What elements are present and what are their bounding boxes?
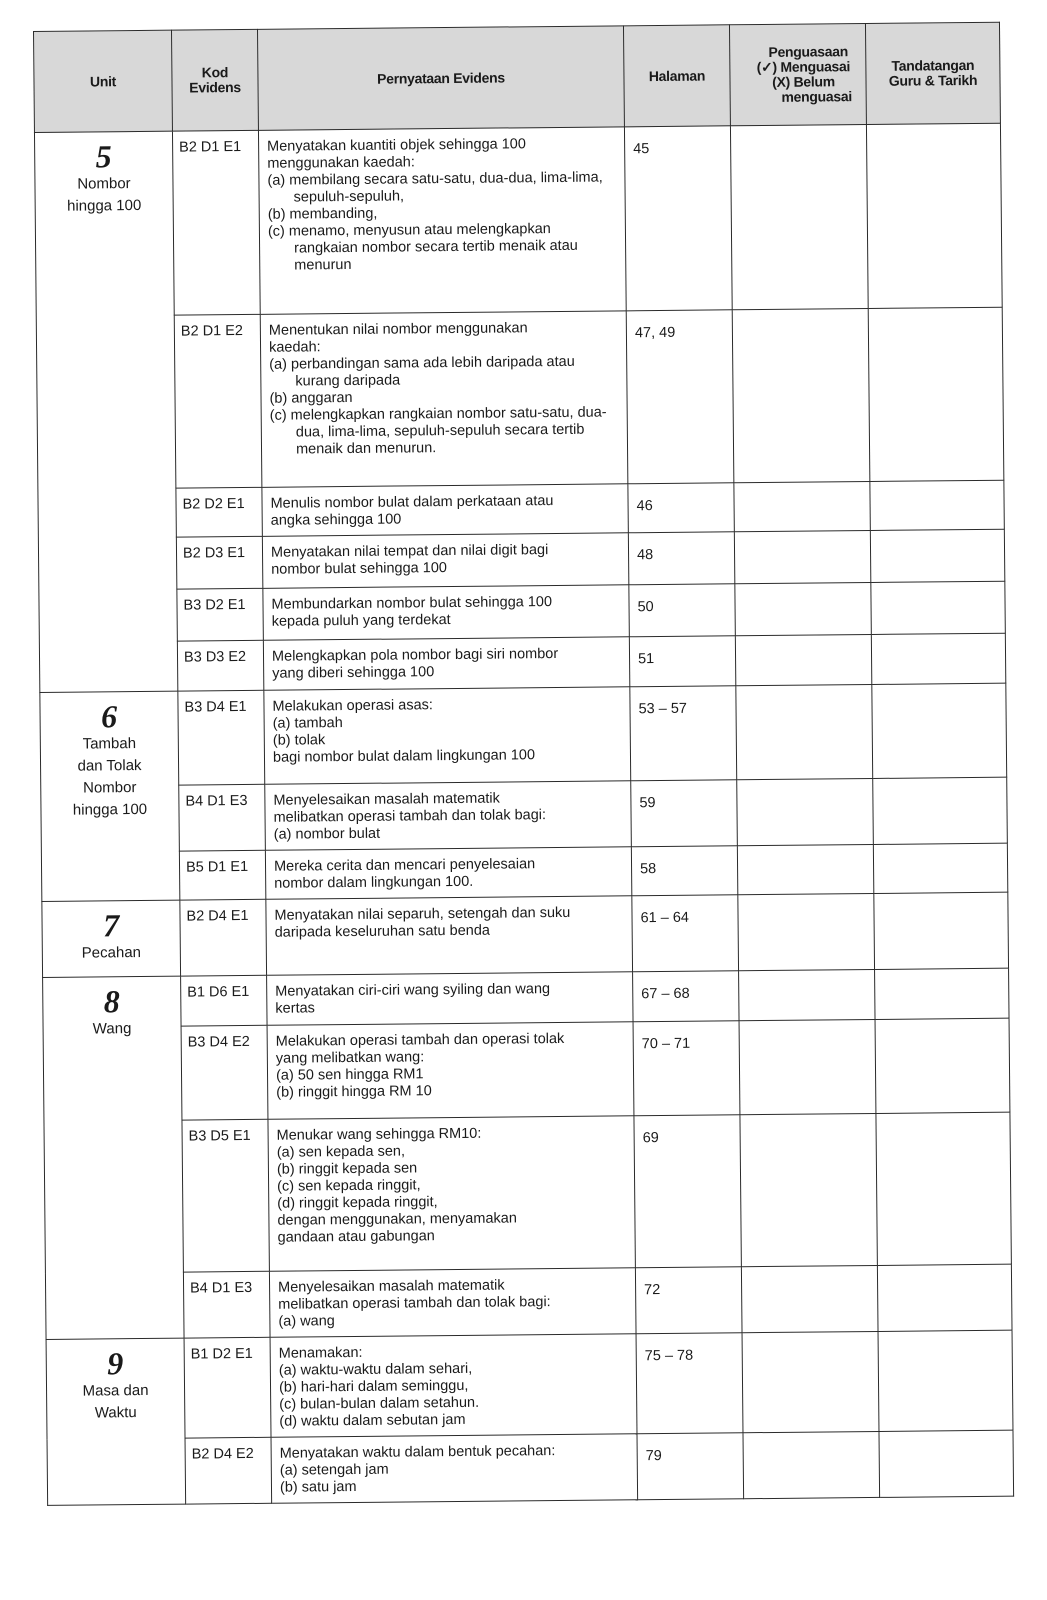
kod-evidens-cell: B2 D3 E1 (176, 536, 262, 589)
unit-name-line: hingga 100 (72, 800, 148, 819)
tandatangan-cell[interactable] (870, 529, 1004, 582)
pernyataan-item: (a) membilang secara satu-satu, dua-dua, lima-lima, sepuluh-sepuluh, (267, 169, 603, 206)
unit-name-line: Masa dan (82, 1381, 149, 1400)
unit-name-line: Waktu (94, 1404, 137, 1422)
header-tandatangan: Tandatangan Guru & Tarikh (865, 22, 1000, 124)
header-pernyataan-evidens: Pernyataan Evidens (257, 26, 624, 131)
kod-evidens-cell: B4 D1 E3 (179, 784, 266, 851)
kod-evidens-cell: B3 D3 E2 (177, 640, 263, 691)
pernyataan-cell (269, 1268, 636, 1338)
header-penguasaan: Penguasaan (✓) Menguasai (X) Belum menguasai (729, 24, 866, 126)
pernyataan-line: menggunakan kaedah: (267, 154, 415, 172)
tandatangan-cell[interactable] (872, 683, 1007, 778)
pernyataan-cell (268, 1116, 635, 1272)
pernyataan-cell (260, 311, 628, 488)
table-body (34, 123, 1013, 1505)
penguasaan-cell[interactable] (742, 1331, 879, 1432)
pernyataan-item: (c) bulan-bulan dalam setahun. (279, 1394, 480, 1413)
tandatangan-cell[interactable] (875, 1018, 1010, 1113)
penguasaan-cell[interactable] (737, 778, 874, 845)
pernyataan-cell (258, 127, 626, 315)
pernyataan-cell (264, 687, 631, 785)
evidence-table (33, 22, 1014, 1506)
table-row (43, 968, 1009, 1027)
tandatangan-cell[interactable] (871, 581, 1005, 634)
unit-number: 9 (107, 1345, 124, 1382)
penguasaan-cell[interactable] (732, 308, 870, 482)
table-row (45, 1264, 1012, 1339)
halaman-cell: 70 – 71 (633, 1021, 740, 1116)
penguasaan-cell[interactable] (734, 530, 870, 583)
pernyataan-cell (262, 484, 628, 537)
pernyataan-cell (266, 896, 633, 976)
pernyataan-line: Menamakan: (278, 1344, 363, 1362)
table-row (41, 777, 1008, 852)
tandatangan-cell[interactable] (876, 1112, 1011, 1265)
pernyataan-line: yang diberi sehingga 100 (272, 664, 435, 682)
table-row (46, 1330, 1013, 1439)
pernyataan-cell (262, 533, 628, 589)
pernyataan-line: Mereka cerita dan mencari penyelesaian (273, 856, 536, 875)
pernyataan-item: (a) perbandingan sama ada lebih daripada atau kurang daripada (269, 353, 575, 390)
pernyataan-cell (265, 781, 632, 851)
penguasaan-cell[interactable] (741, 1265, 878, 1332)
pernyataan-line: kertas (275, 1000, 315, 1017)
halaman-cell: 61 – 64 (632, 895, 739, 972)
unit-name-line: Nombor (77, 175, 131, 193)
halaman-cell: 58 (631, 846, 737, 896)
table-row (44, 1112, 1011, 1273)
penguasaan-cell[interactable] (738, 893, 875, 970)
table-row (43, 1018, 1010, 1121)
tandatangan-cell[interactable] (878, 1330, 1013, 1431)
unit-name-line: dan Tolak (77, 756, 142, 775)
kod-evidens-cell: B2 D2 E1 (176, 487, 262, 537)
pernyataan-item: (b) hari-hari dalam seminggu, (278, 1377, 469, 1396)
unit-cell (34, 131, 177, 692)
pernyataan-line: kaedah: (268, 339, 321, 356)
pernyataan-line: Menyelesaikan masalah matematik (277, 1277, 505, 1296)
unit-name-line: Pecahan (81, 944, 142, 962)
table-row (42, 892, 1009, 977)
penguasaan-cell[interactable] (740, 1113, 877, 1266)
table-row (47, 1430, 1014, 1505)
pernyataan-item: (a) 50 sen hingga RM1 (275, 1066, 424, 1084)
pernyataan-item: (c) melengkapkan rangkaian nombor satu-satu, dua-dua, lima-lima, sepuluh-sepuluh secara tertib menaik dan menurun. (269, 404, 607, 458)
kod-evidens-cell: B3 D2 E1 (177, 588, 263, 641)
pernyataan-item: (a) setengah jam (279, 1461, 389, 1479)
pernyataan-line: melibatkan operasi tambah dan tolak bagi: (273, 807, 547, 826)
table-row (34, 123, 1002, 316)
tandatangan-cell[interactable] (875, 968, 1009, 1019)
tandatangan-cell[interactable] (879, 1430, 1014, 1497)
halaman-cell: 50 (629, 584, 735, 637)
pernyataan-item: (d) ringgit kepada ringgit, (277, 1194, 438, 1212)
pernyataan-cell (267, 972, 633, 1026)
unit-name-line: Nombor (83, 779, 137, 797)
penguasaan-cell[interactable] (739, 1019, 876, 1114)
unit-number: 8 (103, 983, 120, 1020)
kod-evidens-cell: B2 D1 E2 (174, 314, 262, 488)
pernyataan-cell (270, 1334, 637, 1438)
kod-evidens-cell: B5 D1 E1 (179, 850, 265, 900)
pernyataan-line: gandaan atau gabungan (277, 1228, 435, 1246)
pernyataan-item: (b) membanding, (267, 205, 378, 223)
halaman-cell: 46 (628, 483, 734, 533)
pernyataan-line: nombor bulat sehingga 100 (271, 560, 448, 578)
tandatangan-cell[interactable] (868, 307, 1004, 481)
pernyataan-line: Menyatakan waktu dalam bentuk pecahan: (279, 1443, 556, 1462)
penguasaan-cell[interactable] (730, 125, 868, 310)
unit-cell (40, 691, 180, 901)
table-row (39, 581, 1005, 642)
pernyataan-line: Melengkapkan pola nombor bagi siri nombor (271, 645, 559, 665)
pernyataan-cell (263, 637, 629, 691)
pernyataan-line: bagi nombor bulat dalam lingkungan 100 (272, 747, 536, 766)
halaman-cell: 51 (629, 636, 735, 687)
tandatangan-cell[interactable] (866, 123, 1002, 308)
halaman-cell: 69 (634, 1115, 741, 1268)
unit-name-line: Tambah (82, 735, 137, 753)
pernyataan-line: Menyatakan nilai tempat dan nilai digit bagi (270, 542, 549, 561)
header-unit: Unit (34, 30, 173, 132)
pernyataan-item: (a) nombor bulat (273, 825, 381, 843)
tandatangan-cell[interactable] (873, 843, 1007, 893)
pernyataan-item: (b) tolak (272, 732, 326, 749)
kod-evidens-cell: B2 D4 E2 (185, 1437, 272, 1504)
pernyataan-line: yang melibatkan wang: (275, 1049, 425, 1067)
pernyataan-line: Menentukan nilai nombor menggunakan (268, 320, 528, 339)
unit-number: 6 (100, 698, 118, 735)
table-row (36, 307, 1004, 489)
tandatangan-cell[interactable] (874, 892, 1009, 969)
pernyataan-line: Membundarkan nombor bulat sehingga 100 (271, 594, 553, 613)
halaman-cell: 45 (624, 126, 732, 311)
header-kod-evidens: Kod Evidens (171, 29, 258, 131)
pernyataan-line: Menyatakan ciri-ciri wang syiling dan wang (275, 981, 551, 1000)
pernyataan-item: (c) menamo, menyusun atau melengkapkan rangkaian nombor secara tertib menaik atau menurun (267, 221, 578, 274)
penguasaan-cell[interactable] (736, 684, 873, 779)
unit-number: 7 (102, 907, 120, 944)
halaman-cell: 59 (631, 780, 738, 847)
pernyataan-line: daripada keseluruhan satu benda (274, 922, 490, 941)
halaman-cell: 72 (635, 1267, 742, 1334)
unit-cell (46, 1338, 186, 1505)
pernyataan-item: (b) ringgit kepada sen (276, 1160, 418, 1178)
pernyataan-line: angka sehingga 100 (270, 511, 402, 529)
penguasaan-cell[interactable] (735, 634, 871, 685)
tandatangan-cell[interactable] (871, 633, 1005, 684)
kod-evidens-cell: B3 D4 E1 (178, 690, 265, 785)
pernyataan-cell (271, 1434, 638, 1504)
pernyataan-line: Menukar wang sehingga RM10: (276, 1125, 482, 1144)
pernyataan-line: dengan menggunakan, menyamakan (277, 1210, 517, 1229)
halaman-cell: 79 (637, 1433, 744, 1500)
pernyataan-line: Menyatakan nilai separuh, setengah dan suku (274, 904, 571, 924)
unit-cell (42, 900, 181, 977)
pernyataan-cell (267, 1022, 634, 1120)
pernyataan-item: (a) sen kepada sen, (276, 1143, 406, 1161)
pernyataan-item: (b) satu jam (279, 1478, 357, 1496)
halaman-cell: 75 – 78 (636, 1333, 743, 1434)
penguasaan-cell[interactable] (739, 969, 875, 1020)
table-row (39, 633, 1005, 692)
pernyataan-item: (a) tambah (272, 715, 343, 732)
halaman-cell: 67 – 68 (633, 971, 739, 1022)
table-row (38, 529, 1004, 590)
pernyataan-line: Menulis nombor bulat dalam perkataan atau (270, 493, 554, 512)
pernyataan-line: kepada puluh yang terdekat (271, 612, 451, 630)
pernyataan-line: Melakukan operasi tambah dan operasi tolak (275, 1030, 565, 1050)
pernyataan-item: (b) ringgit hingga RM 10 (276, 1083, 432, 1101)
unit-name-line: Wang (92, 1020, 132, 1038)
kod-evidens-cell: B3 D5 E1 (182, 1119, 269, 1272)
unit-cell (43, 976, 184, 1339)
pernyataan-line: Melakukan operasi asas: (272, 697, 433, 715)
pernyataan-line: melibatkan operasi tambah dan tolak bagi: (278, 1294, 551, 1313)
kod-evidens-cell: B2 D1 E1 (172, 130, 260, 315)
penguasaan-cell[interactable] (734, 481, 870, 531)
penguasaan-cell[interactable] (743, 1431, 880, 1498)
tandatangan-cell[interactable] (877, 1264, 1012, 1331)
table-header-row (34, 22, 1001, 132)
pernyataan-line: nombor dalam lingkungan 100. (274, 873, 474, 892)
penguasaan-cell[interactable] (737, 844, 873, 894)
tandatangan-cell[interactable] (873, 777, 1008, 844)
pernyataan-item: (c) sen kepada ringgit, (277, 1177, 421, 1195)
penguasaan-cell[interactable] (735, 582, 871, 635)
pernyataan-item: (d) waktu dalam sebutan jam (279, 1411, 466, 1430)
unit-number: 5 (95, 138, 112, 175)
tandatangan-cell[interactable] (870, 480, 1004, 530)
kod-evidens-cell: B3 D4 E2 (181, 1025, 268, 1120)
kod-evidens-cell: B4 D1 E3 (183, 1271, 270, 1338)
pernyataan-item: (a) wang (278, 1313, 335, 1330)
halaman-cell: 47, 49 (626, 310, 734, 484)
pernyataan-cell (265, 847, 631, 900)
halaman-cell: 48 (628, 532, 734, 585)
pernyataan-line: Menyatakan kuantiti objek sehingga 100 (267, 136, 526, 155)
halaman-cell: 53 – 57 (630, 686, 737, 781)
kod-evidens-cell: B1 D6 E1 (181, 975, 267, 1026)
pernyataan-cell (263, 585, 629, 641)
pernyataan-item: (b) anggaran (269, 389, 353, 407)
unit-name-line: hingga 100 (66, 196, 142, 215)
kod-evidens-cell: B1 D2 E1 (184, 1337, 271, 1438)
pernyataan-item: (a) waktu-waktu dalam sehari, (278, 1360, 473, 1379)
kod-evidens-cell: B2 D4 E1 (180, 899, 267, 976)
table-row (40, 683, 1007, 786)
pernyataan-line: Menyelesaikan masalah matematik (273, 790, 500, 809)
header-halaman: Halaman (623, 25, 730, 127)
